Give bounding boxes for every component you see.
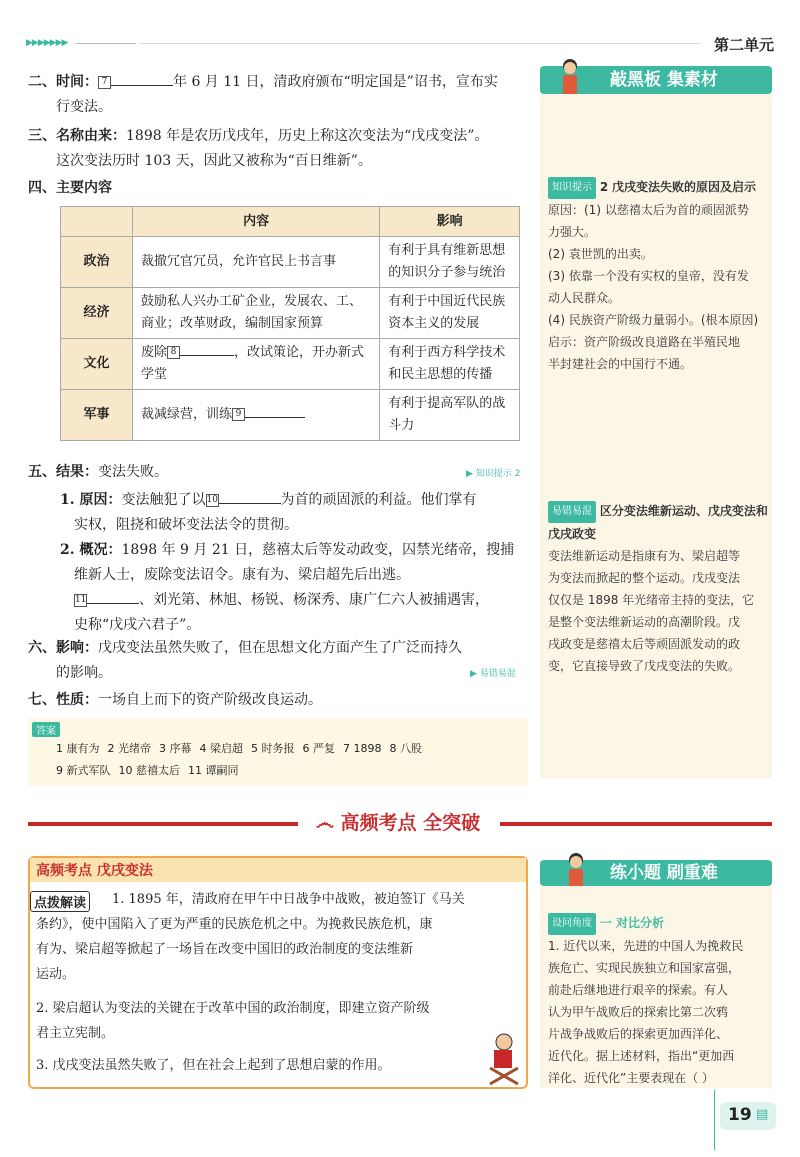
- section-result: 五、结果：变法失败。: [28, 464, 168, 480]
- book-icon: ▤: [756, 1107, 769, 1122]
- section-content-title: 四、主要内容: [28, 180, 112, 196]
- kp-line: 1. 1895 年，清政府在甲午中日战争中战败，被迫签订《马关: [112, 892, 465, 907]
- swirl-icon: ෴: [315, 812, 341, 834]
- reform-table: [60, 206, 520, 441]
- table-row: 军事 裁减绿营，训练 9 有利于提高军队的战斗力: [61, 390, 520, 441]
- tip-tag: 知识提示: [548, 177, 596, 199]
- section-nature: 七、性质：一场自上而下的资产阶级改良运动。: [28, 692, 322, 708]
- kp-line: 3. 戊戌变法虽然失败了，但在社会上起到了思想启蒙的作用。: [36, 1058, 391, 1073]
- fill-blank[interactable]: [219, 503, 281, 504]
- table-row: 经济 鼓励私人兴办工矿企业，发展农、工、商业；改革财政，编制国家预算 有利于中国近代民族资本主义的发展: [61, 288, 520, 339]
- header-rule: [76, 43, 136, 44]
- key-point-header: 高频考点 戊戌变法: [30, 858, 526, 882]
- answer-label: 答案: [32, 722, 60, 737]
- divider-line-left: [28, 822, 298, 826]
- kp-line: 2. 梁启超认为变法的关键在于改革中国的政治制度，即建立资产阶级: [36, 1001, 430, 1016]
- section-name: 三、名称由来：1898 年是农历戊戌年，历史上称这次变法为“戊戌变法”。 这次变法历时 103 天，因此又被称为“百日维新”。: [28, 128, 489, 169]
- kp-line: 运动。: [36, 967, 76, 982]
- page-edge-line: [714, 1090, 715, 1150]
- page-number-box: [720, 1102, 776, 1130]
- page-number: 19: [728, 1105, 752, 1125]
- blackboard-banner: 敲黑板 集素材: [540, 66, 772, 94]
- angle-tag: 设问角度: [548, 913, 596, 935]
- knowledge-tip: 知识提示 2 戊戌变法失败的原因及启示 原因：(1) 以慈禧太后为首的顽固派势 力强大。 (2) 袁世凯的出卖。 (3) 依靠一个没有实权的皇帝，没有发 动人民群众。 (4) 民族资产阶级力量弱小。(根本原因) 启示：资产阶级改良道路在半殖民地 半封建社会的中国行不通。: [548, 176, 770, 375]
- header-rule-right: [140, 43, 700, 44]
- blank-marker: 7: [98, 76, 111, 89]
- kp-line: 君主立宪制。: [36, 1026, 115, 1041]
- section-time: 二、时间： 7 年 6 月 11 日，清政府颁布“明定国是”诏书，宣布实 行变法。: [28, 74, 498, 115]
- tip-link[interactable]: ▶ 易错易混: [470, 669, 516, 679]
- divider-line-right: [500, 822, 772, 826]
- tip-link[interactable]: ▶ 知识提示 2: [466, 469, 521, 479]
- fill-blank[interactable]: [180, 355, 234, 356]
- practice-banner: 练小题 刷重难: [540, 860, 772, 886]
- kp-line: 条约》，使中国陷入了更为严重的民族危机之中。为挽救民族危机，康: [36, 917, 433, 932]
- answer-list: 1 康有为 2 光绪帝 3 序幕 4 梁启超 5 时务报 6 严复 7 1898 8 八股 9 新式军队 10 慈禧太后 11 谭嗣同: [56, 742, 422, 777]
- fill-blank[interactable]: [87, 603, 139, 604]
- result-overview: 2. 概况：1898 年 9 月 21 日，慈禧太后等发动政变，囚禁光绪帝，搜捕 维新人士，废除变法诏令。康有为、梁启超先后出逃。 11 、刘光第、林旭、杨锐、杨深秀、康广仁六人被捕遇害， 史称“戊戌六君子”。: [60, 542, 515, 633]
- header-dots: ▶▶▶▶▶▶▶: [26, 38, 68, 48]
- cartoon-figure-icon: [478, 1032, 524, 1086]
- col-header-content: 内容: [133, 207, 380, 237]
- practice-question: 设问角度 一 对比分析 1. 近代以来，先进的中国人为挽救民 族危亡、实现民族独立和国家富强， 前赴后继地进行艰辛的探索。有人 认为甲午战败后的探索比第二次鸦 片战争战败后的探索更加西洋化、 近代化。据上述材料，指出“更加西 洋化、近代化”主要表现在（ ）: [548, 912, 770, 1089]
- table-header: [61, 207, 520, 237]
- answer-box: [28, 718, 528, 786]
- table-row: 政治 裁撤冗官冗员，允许官民上书言事 有利于具有维新思想的知识分子参与统治: [61, 237, 520, 288]
- section-impact: 六、影响：戊戌变法虽然失败了，但在思想文化方面产生了广泛而持久 的影响。: [28, 640, 462, 681]
- section-divider-title: ෴ 高频考点 全突破: [298, 808, 498, 835]
- result-reason: 1. 原因：变法触犯了以10 为首的顽固派的利益。他们掌有 实权，阻挠和破坏变法法令的贯彻。: [60, 492, 477, 533]
- tip-tag: 易错易混: [548, 501, 596, 523]
- unit-title: 第二单元: [714, 36, 775, 54]
- col-header-impact: 影响: [380, 207, 520, 237]
- analysis-badge: 点拨解读: [30, 891, 90, 912]
- table-row: 文化 废除 8 ，改试策论，开办新式学堂 有利于西方科学技术和民主思想的传播: [61, 339, 520, 390]
- fill-blank[interactable]: [245, 417, 305, 418]
- student-icon: [566, 852, 586, 886]
- student-icon: [560, 58, 580, 94]
- confusion-tip: 易错易混 区分变法维新运动、戊戌变法和戊戌政变 变法维新运动是指康有为、梁启超等 为变法而掀起的整个运动。戊戌变法 仅仅是 1898 年光绪帝主持的变法，它 是整个变法维新运动的高潮阶段。戊 戌政变是慈禧太后等顽固派发动的政 变，它直接导致了戊戌变法的失败。: [548, 500, 770, 677]
- fill-blank[interactable]: [111, 85, 173, 86]
- kp-line: 有为、梁启超等掀起了一场旨在改变中国旧的政治制度的变法维新: [36, 942, 414, 957]
